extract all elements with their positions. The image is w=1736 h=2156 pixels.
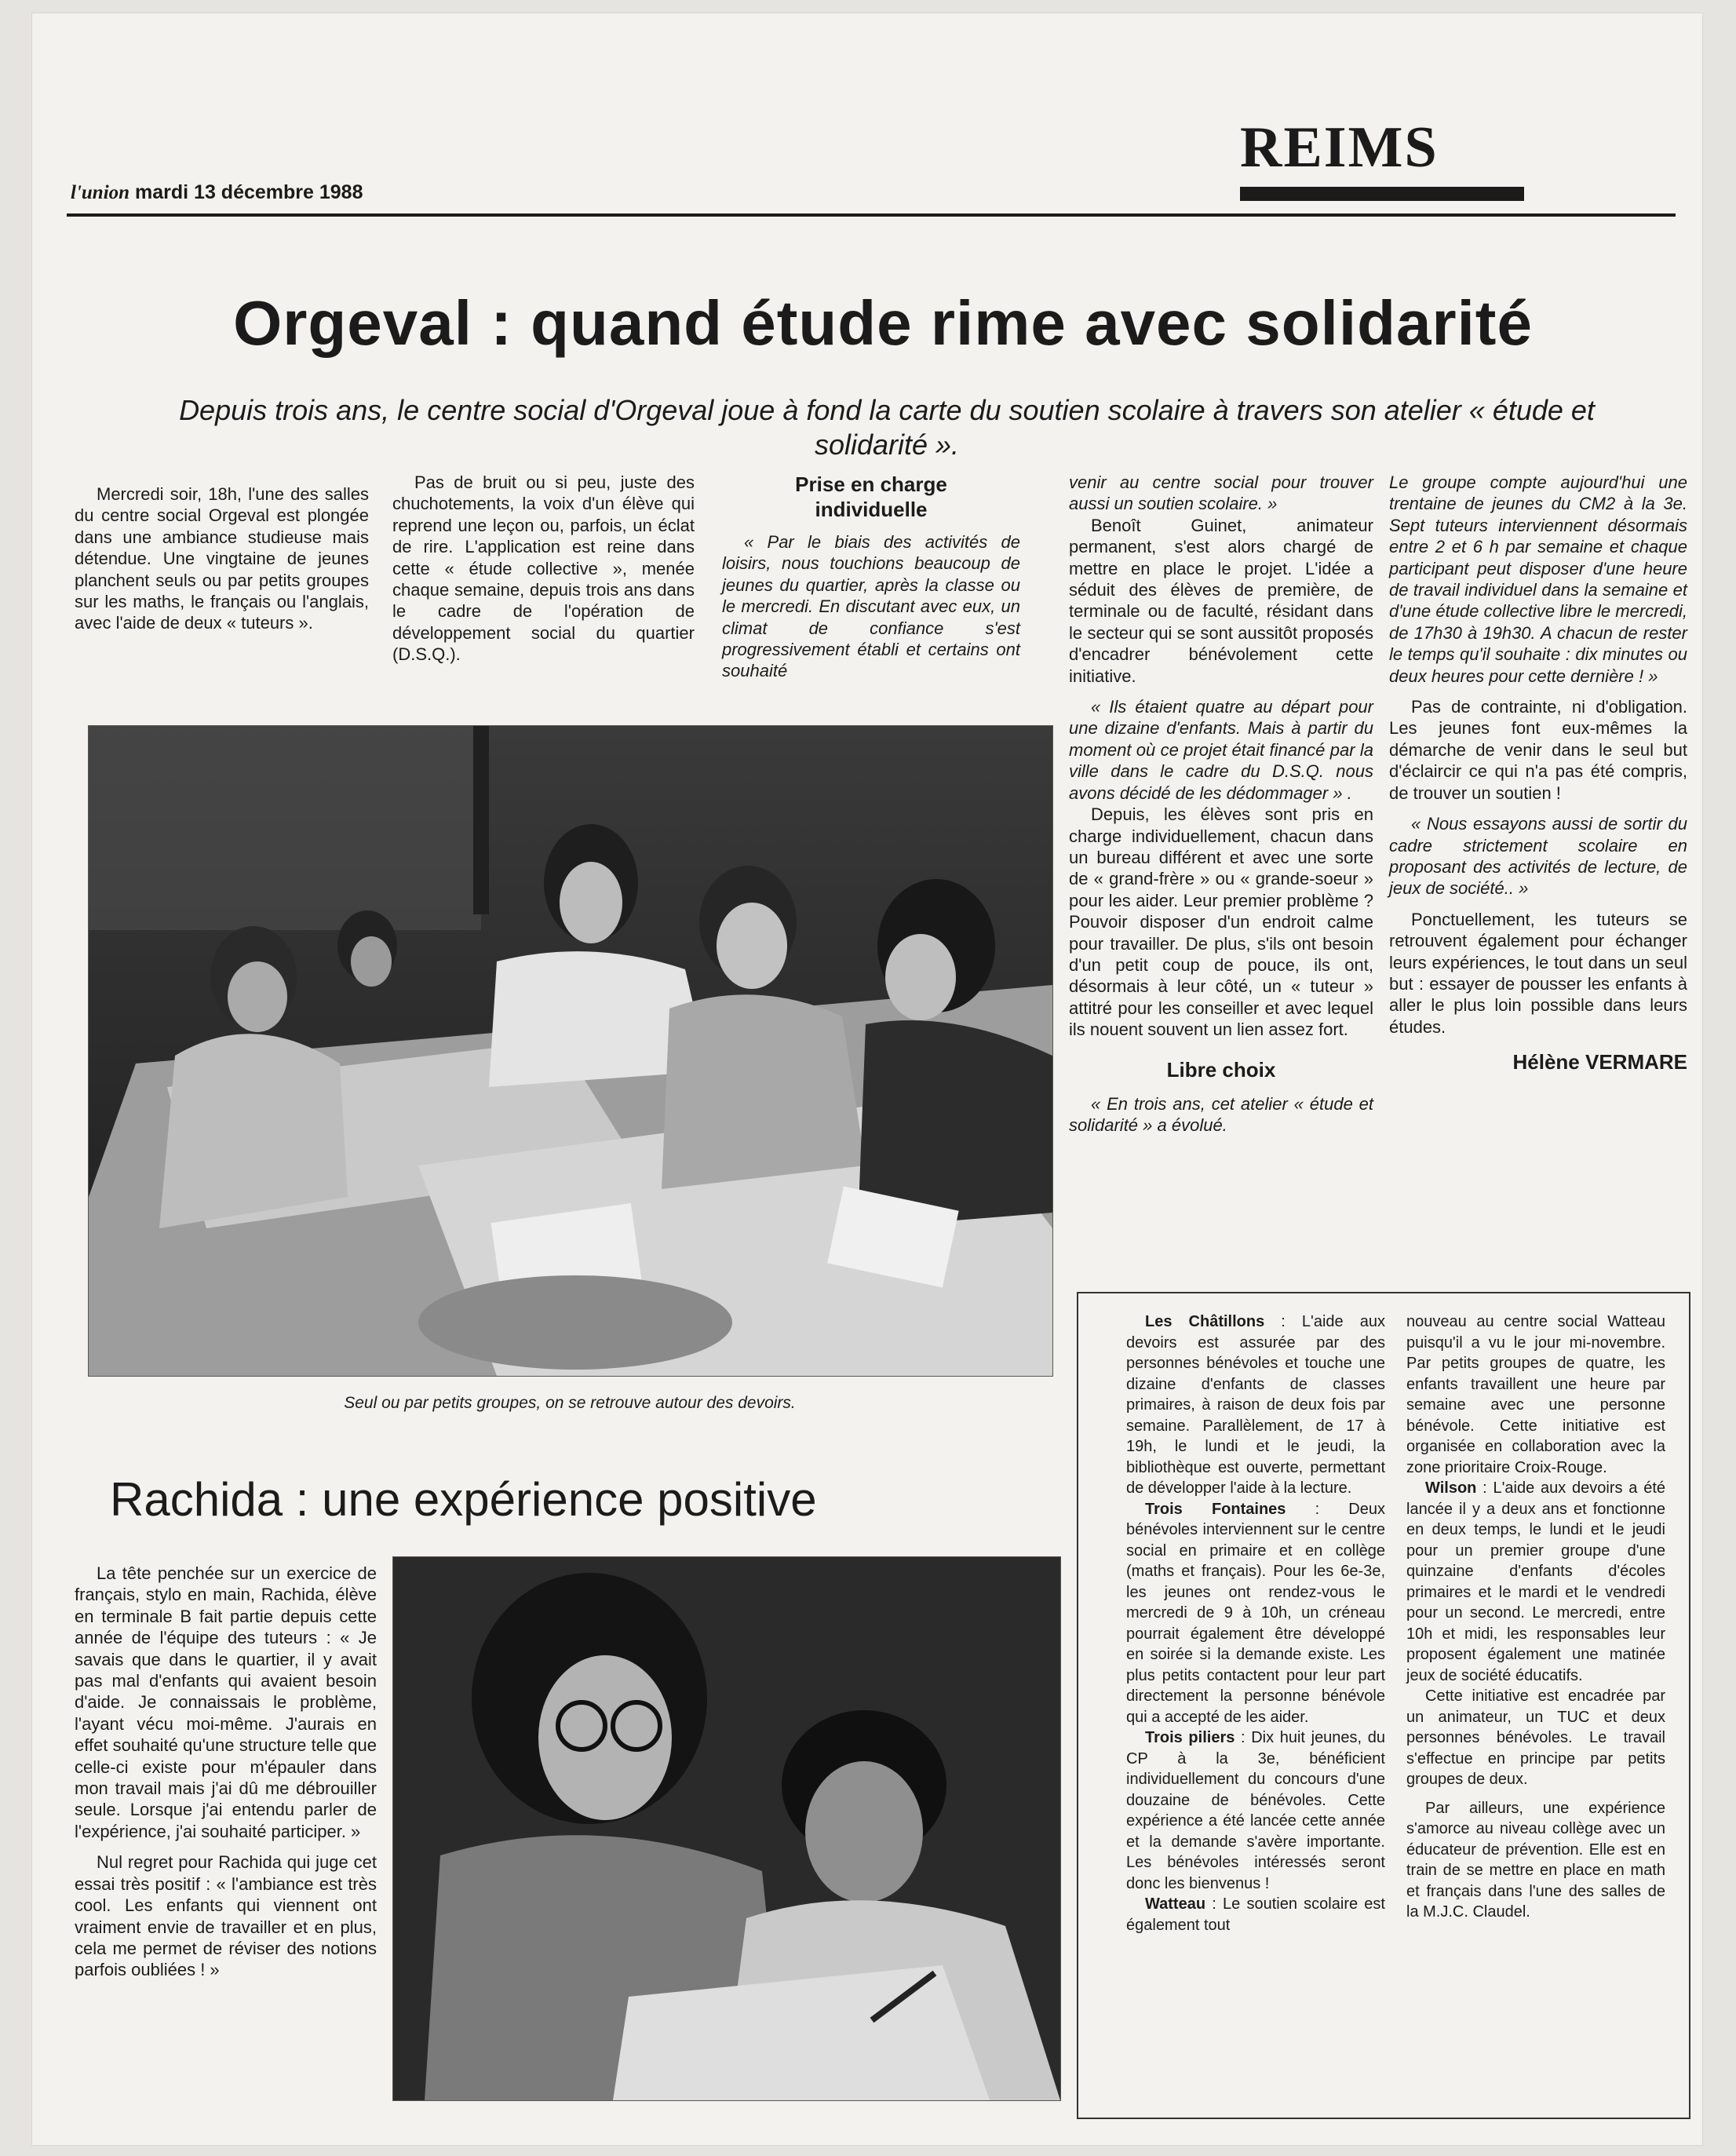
subhead-libre-choix: Libre choix bbox=[1166, 1057, 1276, 1082]
photo-rachida-tutoring bbox=[392, 1556, 1061, 2101]
paragraph bbox=[1406, 1686, 1665, 1790]
sidebar-article-column bbox=[75, 1563, 377, 1981]
lead-trois-fontaines: Trois Fontaines bbox=[1145, 1500, 1286, 1518]
photo-study-group bbox=[88, 725, 1053, 1377]
infobox-column-1 bbox=[1126, 1311, 1385, 1935]
photo-caption: Seul ou par petits groupes, on se retrouve autour des devoirs. bbox=[344, 1394, 796, 1412]
paragraph-text: Par ailleurs, une expérience s'amorce au niveau collège avec un éducateur de prévention. Elle est en train de se mettre en place en math et français dans l'une des salles de la M.J.C. Claudel. bbox=[1406, 1799, 1665, 1921]
paragraph: Le groupe compte aujourd'hui une trentaine de jeunes du CM2 à la 3e. Sept tuteurs interviennent désormais entre 2 et 6 h par semaine et chaque participant peut disposer d'une heure de travail individuel dans la semaine et d'une étude collective libre le mercredi, de 17h30 à 19h30. A chacun de rester le temps qu'il souhaite : dix minutes ou deux heures pour cette dernière ! » bbox=[1389, 472, 1687, 686]
paragraph bbox=[1406, 1798, 1665, 1923]
paragraph: Pas de bruit ou si peu, juste des chuchotements, la voix d'un élève qui reprend une leçon ou, parfois, un éclat de rire. L'application est reine dans cette « étude collective », menée chaque semaine, depuis trois ans dans le cadre de l'opération de développement social du quartier (D.S.Q.). bbox=[392, 472, 695, 665]
paragraph-text: Cette initiative est encadrée par un animateur, un TUC et deux personnes bénévoles. Le travail s'effectue en principe par petits groupes de deux. bbox=[1406, 1687, 1665, 1788]
newspaper-date-line bbox=[71, 181, 363, 204]
paragraph-text: : L'aide aux devoirs est assurée par des personnes bénévoles et touche une dizaine d'enfants de classes primaires, à raison de deux fois par semaine. Parallèlement, de 17 à 19h, le lundi et le jeudi, la bibliothèque est ouverte, permettant de développer l'aide à la lecture. bbox=[1126, 1313, 1385, 1497]
lead-les-chatillons: Les Châtillons bbox=[1145, 1313, 1265, 1330]
infobox-column-2 bbox=[1406, 1311, 1665, 1923]
paragraph-text: : Deux bénévoles interviennent sur le centre social en primaire et en collège (maths et français). Pour les 6e-3e, les jeunes ont rendez-vous le mercredi de 9 à 10h, un créneau pourrait également être développé en soirée si la demande existe. Les plus petits contactent pour leur part directement la personne bénévole qui a accepté de les aider. bbox=[1126, 1500, 1385, 1726]
headline: Orgeval : quand étude rime avec solidarité bbox=[233, 288, 1533, 358]
paragraph-text: : L'aide aux devoirs a été lancée il y a deux ans et fonctionne en deux temps, le lundi et le jeudi pour un premier groupe d'une quinzaine d'enfants d'écoles primaires et le mardi et le vendredi pour un second. Le mercredi, entre 10h et midi, les responsables leur proposent également une matinée jeux de société éducatifs. bbox=[1406, 1479, 1665, 1684]
paragraph: Nul regret pour Rachida qui juge cet essai très positif : « l'ambiance est très cool. Les enfants qui viennent ont vraiment envie de travailler et en plus, cela me permet de réviser des notions parfois oubliées ! » bbox=[75, 1852, 377, 1980]
paragraph: Benoît Guinet, animateur permanent, s'est alors chargé de mettre en place le projet. L'idée a séduit des élèves de première, de terminale ou de faculté, résidant dans le secteur qui se sont aussitôt proposés d'encadrer bénévolement cette initiative. bbox=[1069, 515, 1373, 686]
masthead-rule bbox=[67, 213, 1676, 217]
paragraph bbox=[1126, 1499, 1385, 1728]
paragraph: Mercredi soir, 18h, l'une des salles du centre social Orgeval est plongée dans une ambiance studieuse mais détendue. Une vingtaine de jeunes planchent seuls ou par petits groupes sur les maths, le français ou l'anglais, avec l'aide de deux « tuteurs ». bbox=[75, 484, 369, 633]
issue-date: mardi 13 décembre 1988 bbox=[135, 181, 363, 203]
paragraph bbox=[1406, 1311, 1665, 1478]
lead-trois-piliers: Trois piliers bbox=[1145, 1729, 1235, 1746]
subhead-prise-en-charge: Prise en charge individuelle bbox=[795, 472, 947, 521]
paragraph bbox=[1126, 1727, 1385, 1894]
paragraph bbox=[1406, 1478, 1665, 1686]
paragraph: « Nous essayons aussi de sortir du cadre strictement scolaire en proposant des activités de lecture, de jeux de société.. » bbox=[1389, 814, 1687, 899]
paragraph: Pas de contrainte, ni d'obligation. Les jeunes font eux-mêmes la démarche de venir dans le seul but d'éclaircir ce qui n'a pas été compris, de trouver un soutien ! bbox=[1389, 697, 1687, 803]
paragraph: La tête penchée sur un exercice de français, stylo en main, Rachida, élève en terminale B fait partie depuis cette année de l'équipe des tuteurs : « Je savais que dans le quartier, il y avait pas mal d'enfants qui avaient besoin d'aide. Je connaissais le problème, l'ayant vécu moi-même. J'aurais en effet souhaité qu'une structure telle que celle-ci existe pour m'épauler dans mon travail mais j'ai dû me débrouiller seule. Lorsque j'ai entendu parler de l'expérience, j'ai souhaité participer. » bbox=[75, 1563, 377, 1841]
article-column-3 bbox=[722, 472, 1020, 682]
sidebar-headline: Rachida : une expérience positive bbox=[110, 1473, 817, 1526]
article-column-5 bbox=[1389, 472, 1687, 1074]
paragraph bbox=[1126, 1311, 1385, 1499]
paragraph-text: : Le soutien scolaire est également tout bbox=[1126, 1895, 1385, 1934]
article-column-4 bbox=[1069, 472, 1373, 1136]
newspaper-name: l'union bbox=[71, 182, 130, 203]
paragraph-text: nouveau au centre social Watteau puisqu'il a vu le jour mi-novembre. Par petits groupes de quatre, les enfants travaillent une heure par semaine avec une personne bénévole. Cette initiative est organisée en collaboration avec la zone prioritaire Croix-Rouge. bbox=[1406, 1313, 1665, 1476]
lead-watteau: Watteau bbox=[1145, 1895, 1206, 1913]
paragraph bbox=[1126, 1894, 1385, 1935]
lead-wilson: Wilson bbox=[1425, 1479, 1477, 1497]
paragraph: « Par le biais des activités de loisirs, nous touchions beaucoup de jeunes du quartier, après la classe ou le mercredi. En discutant avec eux, un climat de confiance s'est progressivement établi et certains ont souhaité bbox=[722, 532, 1020, 681]
paragraph: Ponctuellement, les tuteurs se retrouvent également pour échanger leurs expériences, le tout dans un seul but : essayer de pousser les enfants à aller le plus loin possible dans leurs études. bbox=[1389, 909, 1687, 1037]
standfirst: Depuis trois ans, le centre social d'Orgeval joue à fond la carte du soutien scolaire à travers son atelier « étude et solidarité ». bbox=[179, 394, 1595, 461]
newspaper-clipping bbox=[31, 13, 1703, 2146]
paragraph: venir au centre social pour trouver aussi un soutien scolaire. » bbox=[1069, 472, 1373, 514]
paragraph: Depuis, les élèves sont pris en charge individuellement, chacun dans un bureau différent et avec une sorte de « grand-frère » ou « grande-soeur » pour les aider. Leur premier problème ? Pouvoir disposer d'un endroit calme pour travailler. De plus, s'ils ont besoin d'un petit coup de pouce, ils ont, désormais à leur côté, un « tuteur » attitré pour les conseiller et avec lequel ils nouent souvent un lien assez fort. bbox=[1069, 804, 1373, 1040]
paragraph-text: : Dix huit jeunes, du CP à la 3e, bénéficient individuellement du concours d'une douzaine de bénévoles. Cette expérience a été lancée cette année et la demande s'avère importante. Les bénévoles intéressés seront donc les bienvenus ! bbox=[1126, 1729, 1385, 1892]
byline: Hélène VERMARE bbox=[1512, 1050, 1687, 1074]
section-title: REIMS bbox=[1240, 115, 1439, 180]
paragraph: « Ils étaient quatre au départ pour une dizaine d'enfants. Mais à partir du moment où ce projet était financé par la ville dans le cadre du D.S.Q. nous avons décidé de les dédommager » . bbox=[1069, 697, 1373, 803]
section-rule bbox=[1240, 187, 1524, 201]
paragraph: « En trois ans, cet atelier « étude et solidarité » a évolué. bbox=[1069, 1093, 1373, 1136]
article-column-1 bbox=[75, 483, 369, 634]
article-column-2 bbox=[392, 472, 695, 666]
